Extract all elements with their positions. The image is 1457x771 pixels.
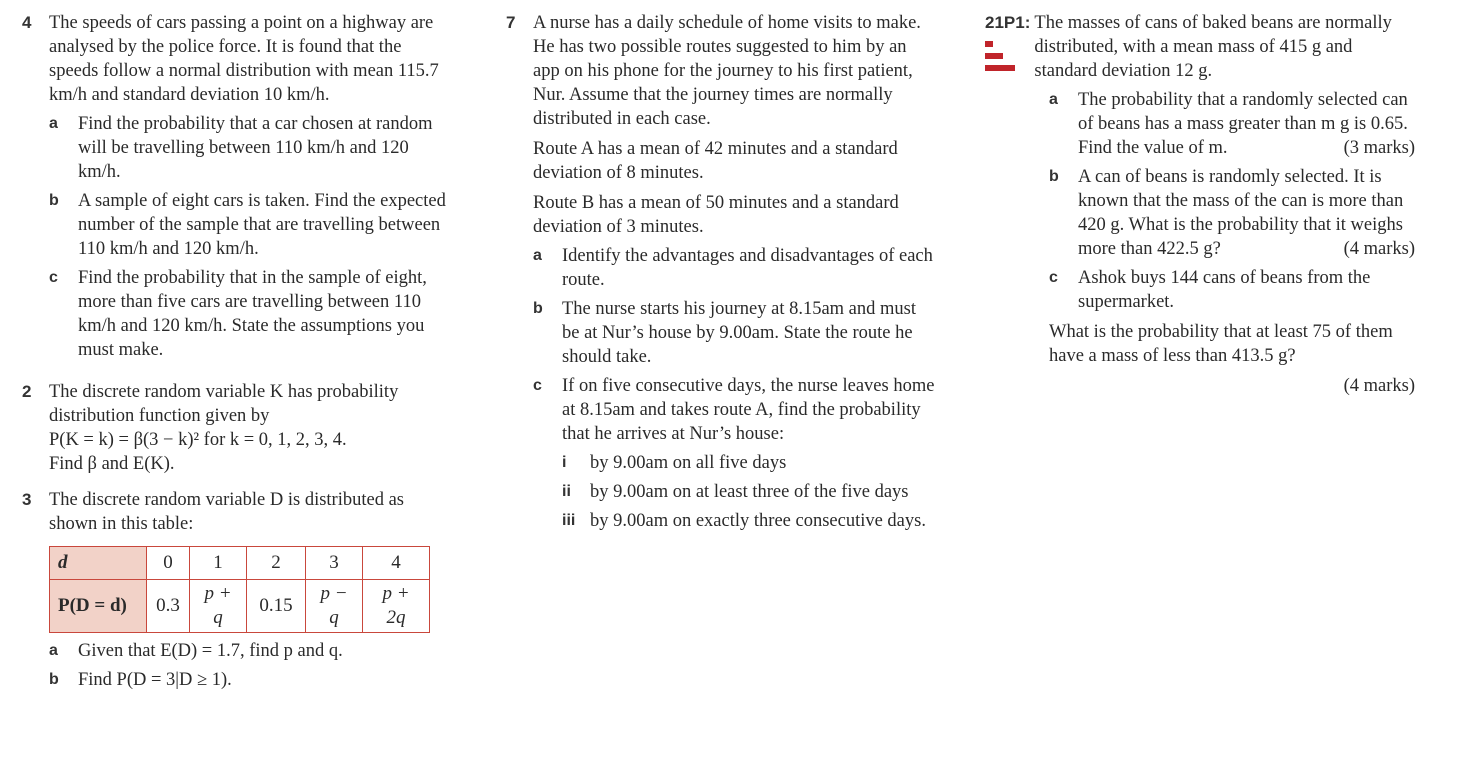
question-4 (22, 11, 452, 362)
part-a (1049, 88, 1415, 160)
question-task: Find β and E(K). (49, 454, 175, 474)
part-text: Identify the advantages and disadvantages of each route. (562, 246, 933, 290)
difficulty-bar (985, 53, 1003, 59)
table-cell: 4 (363, 547, 430, 580)
part-text: The nurse starts his journey at 8.15am and must be at Nur’s house by 9.00am. State the route he should take. (562, 299, 917, 367)
question-number: 7 (506, 13, 516, 32)
subpart-i (562, 451, 936, 475)
table-header-cell: d (50, 547, 147, 580)
subpart-text: by 9.00am on all five days (590, 453, 787, 473)
difficulty-bar (985, 65, 1015, 71)
part-label: c (1049, 269, 1058, 286)
part-b (49, 189, 452, 261)
paper-label: P1: (1003, 13, 1031, 32)
column-right (985, 11, 1415, 408)
question-stem: The discrete random variable K has probability distribution function given by (49, 382, 399, 426)
part-c (49, 266, 452, 362)
part-label: a (1049, 91, 1058, 108)
subpart-label: i (562, 454, 567, 471)
subpart-iii (562, 509, 936, 533)
part-text: Ashok buys 144 cans of beans from the supermarket. (1078, 268, 1371, 312)
part-text: Find the probability that a car chosen at random will be travelling between 110 km/h and 120 km/h. (78, 114, 433, 182)
route-b-text: Route B has a mean of 50 minutes and a standard deviation of 3 minutes. (533, 193, 899, 237)
part-text: Given that E(D) = 1.7, find p and q. (78, 641, 343, 661)
subpart-text: by 9.00am on at least three of the five days (590, 482, 909, 502)
follow-up-text: What is the probability that at least 75 of them have a mass of less than 413.5 g? (1049, 322, 1393, 366)
question-formula: P(K = k) = β(3 − k)² for k = 0, 1, 2, 3, 4. (49, 430, 347, 450)
column-middle (506, 11, 936, 543)
part-b (49, 668, 452, 692)
question-number: 3 (22, 490, 32, 509)
part-a (533, 244, 936, 292)
subpart-text: by 9.00am on exactly three consecutive days. (590, 511, 926, 531)
question-number: 4 (22, 13, 32, 32)
table-cell: 0 (147, 547, 190, 580)
difficulty-bars-icon (985, 41, 1015, 77)
question-number: 21 (985, 13, 1004, 32)
question-stem: The speeds of cars passing a point on a highway are analysed by the police force. It is found that the speeds follow a normal distribution with mean 115.7 km/h and standard deviation 10 km/h. (49, 13, 439, 105)
part-label: b (49, 192, 59, 209)
probability-table (49, 546, 430, 633)
subpart-label: ii (562, 483, 571, 500)
question-stem: The discrete random variable D is distributed as shown in this table: (49, 490, 404, 534)
difficulty-bar (985, 41, 993, 47)
part-label: b (1049, 168, 1059, 185)
table-cell: 0.15 (247, 580, 306, 633)
part-text: A sample of eight cars is taken. Find the expected number of the sample that are travelling between 110 km/h and 120 km/h. (78, 191, 446, 259)
subpart-label: iii (562, 512, 576, 529)
question-stem: The masses of cans of baked beans are normally distributed, with a mean mass of 415 g and standard deviation 12 g. (1034, 13, 1392, 81)
table-header-cell: P(D = d) (50, 580, 147, 633)
question-2 (22, 380, 452, 476)
marks-label: (4 marks) (1343, 376, 1415, 396)
question-stem: A nurse has a daily schedule of home visits to make. He has two possible routes suggested to him by an app on his phone for the journey to his first patient, Nur. Assume that the journey times are normally distributed in each case. (533, 13, 921, 129)
marks-label: (4 marks) (1343, 239, 1415, 259)
part-text: If on five consecutive days, the nurse leaves home at 8.15am and takes route A, find the probability that he arrives at Nur’s house: (562, 376, 935, 444)
part-text: Find P(D = 3|D ≥ 1). (78, 670, 232, 690)
table-cell: p − q (306, 580, 363, 633)
table-cell: p + 2q (363, 580, 430, 633)
question-parts (985, 88, 1415, 314)
part-text: The probability that a randomly selected can of beans has a mass greater than m g is 0.65. Find the value of m. (1078, 90, 1408, 158)
part-b (1049, 165, 1415, 261)
part-a (49, 639, 452, 663)
question-header (985, 11, 1415, 83)
subpart-ii (562, 480, 936, 504)
question-number: 2 (22, 382, 32, 401)
part-a (49, 112, 452, 184)
part-label: a (49, 642, 58, 659)
question-21 (985, 11, 1415, 398)
table-cell: p + q (190, 580, 247, 633)
route-a-text: Route A has a mean of 42 minutes and a standard deviation of 8 minutes. (533, 139, 898, 183)
question-7 (506, 11, 936, 533)
table-cell: 0.3 (147, 580, 190, 633)
part-label: b (49, 671, 59, 688)
table-row (50, 547, 430, 580)
table-cell: 1 (190, 547, 247, 580)
question-3 (22, 488, 452, 692)
part-text: A can of beans is randomly selected. It is known that the mass of the can is more than 420 g. What is the probability that it weighs more than 422.5 g? (1078, 167, 1404, 259)
marks-label: (3 marks) (1343, 138, 1415, 158)
table-row (50, 580, 430, 633)
part-b (533, 297, 936, 369)
part-label: b (533, 300, 543, 317)
table-cell: 3 (306, 547, 363, 580)
part-label: c (533, 377, 542, 394)
part-text: Find the probability that in the sample of eight, more than five cars are travelling between 110 km/h and 120 km/h. State the assumptions you must make. (78, 268, 427, 360)
part-label: c (49, 269, 58, 286)
part-label: a (533, 247, 542, 264)
table-cell: 2 (247, 547, 306, 580)
part-c (533, 374, 936, 533)
part-c (1049, 266, 1415, 314)
column-left (22, 11, 452, 702)
part-label: a (49, 115, 58, 132)
